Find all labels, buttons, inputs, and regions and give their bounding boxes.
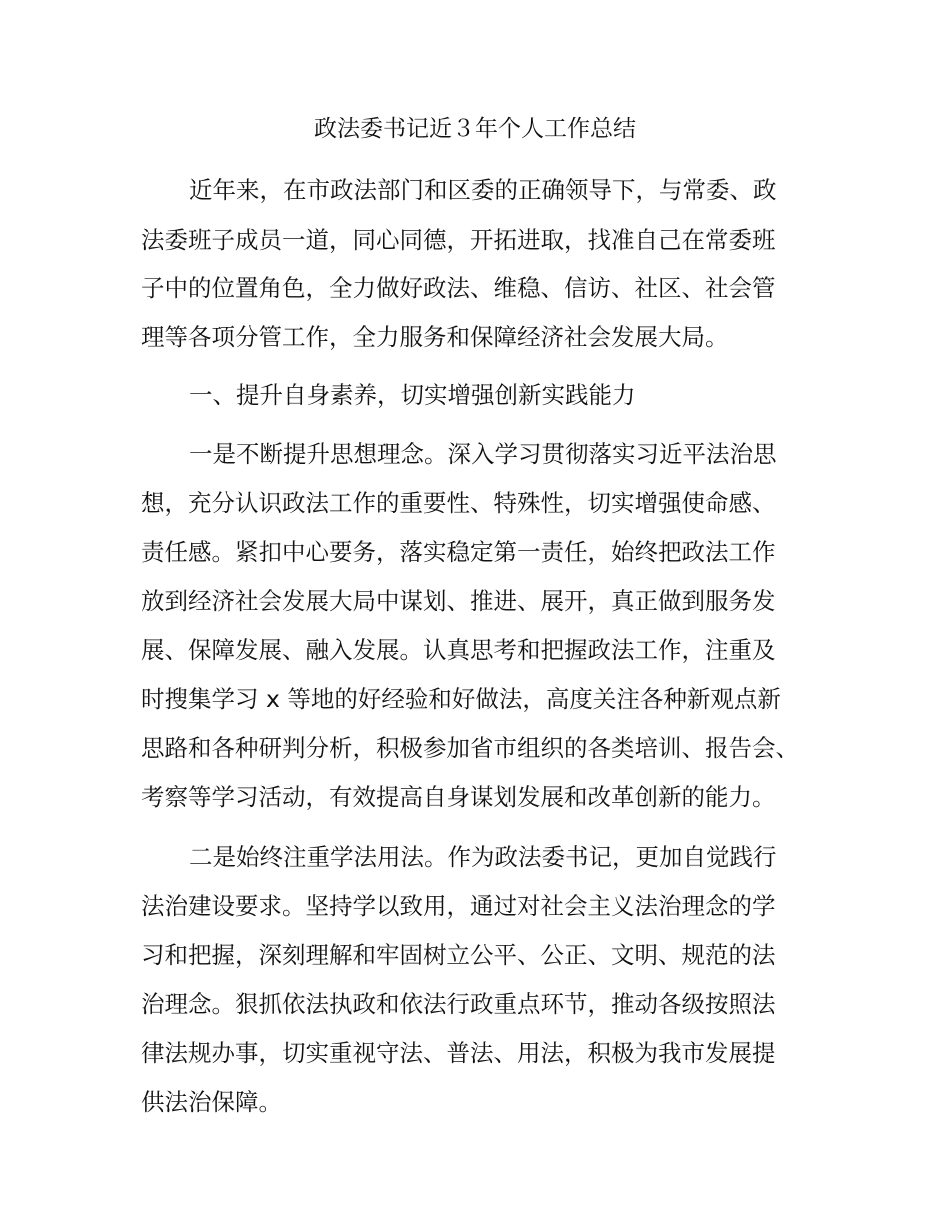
paragraph-one-line: 放到经济社会发展大局中谋划、推进、展开，真正做到服务发 <box>141 587 776 615</box>
paragraph-one-line: 思路和各种研判分析，积极参加省市组织的各类培训、报告会、 <box>141 734 799 762</box>
intro-line: 近年来，在市政法部门和区委的正确领导下，与常委、政 <box>189 176 777 204</box>
intro-line: 法委班子成员一道，同心同德，开拓进取，找准自己在常委班 <box>141 226 776 254</box>
document-title: 政法委书记近３年个人工作总结 <box>314 116 636 142</box>
paragraph-one-line: 想，充分认识政法工作的重要性、特殊性，切实增强使命感、 <box>141 489 776 517</box>
paragraph-one-line: 展、保障发展、融入发展。认真思考和把握政法工作，注重及 <box>141 636 776 664</box>
paragraph-two-line: 律法规办事，切实重视守法、普法、用法，积极为我市发展提 <box>141 1039 776 1067</box>
intro-line: 子中的位置角色，全力做好政法、维稳、信访、社区、社会管 <box>141 274 776 302</box>
paragraph-one-line: 考察等学习活动，有效提高自身谋划发展和改革创新的能力。 <box>141 783 776 811</box>
paragraph-one-line: 时搜集学习 x 等地的好经验和好做法，高度关注各种新观点新 <box>141 685 781 713</box>
paragraph-one-line: 一是不断提升思想理念。深入学习贯彻落实习近平法治思 <box>189 440 777 468</box>
section-heading: 一、提升自身素养，切实增强创新实践能力 <box>189 381 636 409</box>
paragraph-two-line: 治理念。狠抓依法执政和依法行政重点环节，推动各级按照法 <box>141 990 776 1018</box>
paragraph-two-line: 二是始终注重学法用法。作为政法委书记，更加自觉践行 <box>189 843 777 871</box>
intro-line: 理等各项分管工作，全力服务和保障经济社会发展大局。 <box>141 323 729 351</box>
paragraph-one-line: 责任感。紧扣中心要务，落实稳定第一责任，始终把政法工作 <box>141 538 776 566</box>
paragraph-two-line: 法治建设要求。坚持学以致用，通过对社会主义法治理念的学 <box>141 892 776 920</box>
paragraph-two-line: 习和把握，深刻理解和牢固树立公平、公正、文明、规范的法 <box>141 941 776 969</box>
paragraph-two-line: 供法治保障。 <box>141 1088 282 1116</box>
